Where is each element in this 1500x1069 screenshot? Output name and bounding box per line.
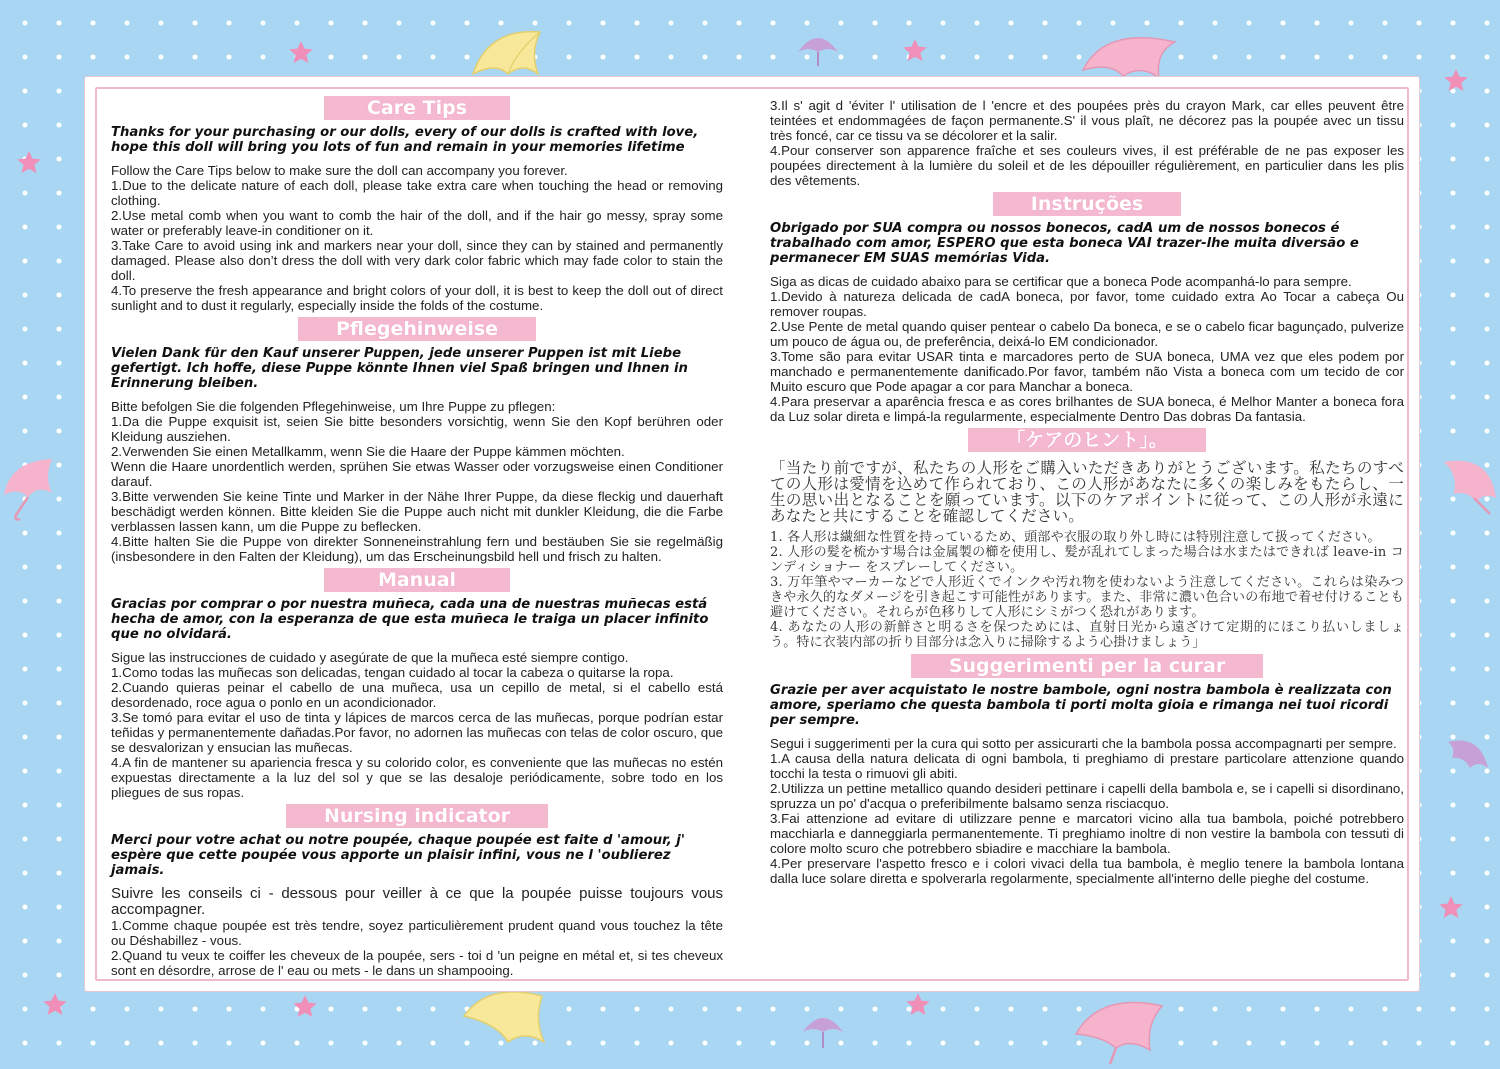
section-care-tips bbox=[111, 96, 723, 313]
star-icon bbox=[905, 992, 931, 1018]
paragraph: 1.Da die Puppe exquisit ist, seien Sie bitte besonders vorsichtig, wenn Sie den Kopf berühren oder Kleidung ausziehen. bbox=[111, 414, 723, 444]
right-column bbox=[770, 98, 1404, 886]
section-heading: Nursing indicator bbox=[286, 804, 548, 828]
umbrella-icon bbox=[1438, 452, 1500, 522]
paragraph: 4.A fin de mantener su apariencia fresca y su colorido color, es conveniente que las muñecas no estén expuestas directamente a la luz del sol y que se las desaloje periódicamente, sobre todo en los pliegues de sus ropas. bbox=[111, 755, 723, 800]
section-lead: Thanks for your purchasing or our dolls, every of our dolls is crafted with love, hope this doll will bring you lots of fun and remain in your memories lifetime bbox=[111, 125, 699, 155]
section-heading: Pflegehinweise bbox=[298, 317, 536, 341]
left-column bbox=[111, 96, 723, 978]
paragraph: 1.A causa della natura delicata di ogni bambola, ti preghiamo di prestare particolare attenzione quando tocchi la testa o rimuovi gli abiti. bbox=[770, 751, 1404, 781]
umbrella-icon bbox=[800, 1004, 846, 1054]
section-care-hints-japanese bbox=[770, 428, 1404, 650]
paragraph: Wenn die Haare unordentlich werden, sprühen Sie etwas Wasser oder vorzugsweise einen Conditioner darauf. bbox=[111, 459, 723, 489]
paragraph: Siga as dicas de cuidado abaixo para se certificar que a boneca Pode acompanhá-lo para sempre. bbox=[770, 274, 1352, 289]
paragraph: 1.Comme chaque poupée est très tendre, soyez particulièrement prudent quand vous touchez la tête ou Déshabillez - vous. bbox=[111, 918, 723, 948]
paragraph: 1.Devido à natureza delicada de cadA boneca, por favor, tome cuidado extra Ao Tocar a cabeça Ou remover roupas. bbox=[770, 289, 1404, 319]
star-icon bbox=[292, 994, 318, 1020]
paragraph: 2.Cuando quieras peinar el cabello de una muñeca, usa un cepillo de metal, si el cabello está desordenado, roce agua o ponlo en un acondicionador. bbox=[111, 680, 723, 710]
star-icon bbox=[1438, 895, 1464, 921]
section-suggerimenti bbox=[770, 654, 1404, 886]
paragraph: 4.Pour conserver son apparence fraîche et ses couleurs vives, il est préférable de ne pas exposer les poupées directement à la lumière du soleil et de les dépouiller régulièrement, en particulier dans les plis des vêtements. bbox=[770, 143, 1404, 188]
section-heading: Instruções bbox=[993, 192, 1181, 216]
paragraph: 1.Due to the delicate nature of each doll, please take extra care when touching the head or removing clothing. bbox=[111, 178, 723, 208]
paragraph: 3.Fai attenzione ad evitare di utilizzare penne e marcatori vicino alla tua bambola, poiché potrebbero macchiarla e danneggiarla permanentemente. Ti preghiamo inoltre di non vestire la bambola con tessuti di colore molto scuro che potrebbero sbiadire e macchiare la bambola. bbox=[770, 811, 1404, 856]
section-pflegehinweise bbox=[111, 317, 723, 564]
umbrella-icon bbox=[795, 24, 841, 74]
section-lead: 「当たり前ですが、私たちの人形をご購入いただきありがとうございます。私たちのすべての人形は愛情を込めて作られており、この人形があなたに多くの楽しみをもたらし、一生の思い出となることを願っています。以下のケアポイントに従って、この人形が永遠にあなたと共にすることを確認してください。 bbox=[770, 459, 1404, 525]
paragraph: 2.Verwenden Sie einen Metallkamm, wenn Sie die Haare der Puppe kämmen möchten. bbox=[111, 444, 625, 459]
section-heading: Care Tips bbox=[324, 96, 510, 120]
paragraph: 3.Tome são para evitar USAR tinta e marcadores perto de SUA boneca, UMA vez que eles podem por manchado e permanentemente danificado.Por favor, também não Vista a boneca com um tecido de cor Muito escuro que Pode apagar a cor para Manchar a boneca. bbox=[770, 349, 1404, 394]
section-nursing-indicator bbox=[111, 804, 723, 978]
section-lead: Merci pour votre achat ou notre poupée, chaque poupée est faite d 'amour, j' espère que cette poupée vous apporte un plaisir infini, vous ne l 'oublierez jamais. bbox=[111, 833, 685, 878]
paragraph: Segui i suggerimenti per la cura qui sotto per assicurarti che la bambola possa accompagnarti per sempre. bbox=[770, 736, 1397, 751]
paragraph: 3.Il s' agit d 'éviter l' utilisation de l 'encre et des poupées près du crayon Mark, car elles peuvent être teintées et endommagées de façon permanente.S' il vous plaît, ne décorez pas la poupée avec un tissu très foncé, car ce tissu va se décolorer et la salir. bbox=[770, 98, 1404, 143]
paragraph: 2.Utilizza un pettine metallico quando desideri pettinare i capelli della bambola e, se i capelli si disordinano, spruzza un po' d'acqua o preferibilmente balsamo senza risciacquo. bbox=[770, 781, 1404, 811]
paragraph: Suivre les conseils ci - dessous pour veiller à ce que la poupée puisse toujours vous accompagner. bbox=[111, 885, 723, 918]
paragraph: Sigue las instrucciones de cuidado y asegúrate de que la muñeca esté siempre contigo. bbox=[111, 650, 629, 665]
paragraph: 4.Para preservar a aparência fresca e as cores brilhantes de SUA boneca, é Melhor Manter a boneca fora da Luz solar direta e limpá-la regularmente, especialmente Dentro Das dobras Da fantasia. bbox=[770, 394, 1404, 424]
section-lead: Grazie per aver acquistato le nostre bambole, ogni nostra bambola è realizzata con amore, speriamo che questa bambola ti porti molta gioia e rimanga nei tuoi ricordi per sempre. bbox=[770, 683, 1392, 728]
paragraph: 3.Bitte verwenden Sie keine Tinte und Marker in der Nähe Ihrer Puppe, da diese fleckig und dauerhaft beschädigt werden können. Bitte kleiden Sie die Puppe auch nicht mit dunkler Kleidung, die die Farbe verblassen lassen kann, um die Puppe zu beflecken. bbox=[111, 489, 723, 534]
paragraph: 2. 人形の髪を梳かす場合は金属製の櫛を使用し、髪が乱れてしまった場合は水またはできれば leave-in コンディショナー をスプレーしてください。 bbox=[770, 545, 1404, 575]
section-lead: Vielen Dank für den Kauf unserer Puppen, jede unserer Puppen ist mit Liebe gefertigt. Ich hoffe, diese Puppe könnte Ihnen viel Spaß bringen und Ihnen in Erinnerung bleiben. bbox=[111, 346, 688, 391]
paragraph: 4.To preserve the fresh appearance and bright colors of your doll, it is best to keep the doll out of direct sunlight and to dust it regularly, especially inside the folds of the costume. bbox=[111, 283, 723, 313]
paragraph: 4.Bitte halten Sie die Puppe von direkter Sonneneinstrahlung fern und bestäuben Sie sie regelmäßig (insbesondere in den Falten der Kleidung), um das Erscheinungsbild hell und frisch zu halten. bbox=[111, 534, 723, 564]
section-instrucoes bbox=[770, 192, 1404, 424]
paragraph: Bitte befolgen Sie die folgenden Pflegehinweise, um Ihre Puppe zu pflegen: bbox=[111, 399, 556, 414]
paragraph: 3.Take Care to avoid using ink and markers near your doll, since they can by stained and permanently damaged. Please also don’t dress the doll with very dark color fabric which may fade color to stain the doll. bbox=[111, 238, 723, 283]
umbrella-icon bbox=[458, 986, 550, 1069]
paragraph: 3.Se tomó para evitar el uso de tinta y lápices de marcos cerca de las muñecas, porque podrían estar teñidas y permanentemente dañadas.Por favor, no adornen las muñecas con telas de color oscuro, que se desvalorizan y ensucian las muñecas. bbox=[111, 710, 723, 755]
star-icon bbox=[42, 992, 68, 1018]
section-lead: Gracias por comprar o por nuestra muñeca, cada una de nuestras muñecas está hecha de amor, con la esperanza de que esta muñeca le traiga un placer infinito que no olvidará. bbox=[111, 597, 709, 642]
section-heading: 「ケアのヒント」。 bbox=[968, 428, 1206, 452]
star-icon bbox=[902, 38, 928, 64]
paragraph: 1. 各人形は繊細な性質を持っているため、頭部や衣服の取り外し時には特別注意して扱ってください。 bbox=[770, 530, 1381, 545]
umbrella-icon bbox=[0, 455, 84, 525]
paragraph: 2.Use Pente de metal quando quiser pentear o cabelo Da boneca, e se o cabelo ficar bagunçado, pulverize um pouco de água ou, de preferência, deixá-lo EM condicionador. bbox=[770, 319, 1404, 349]
section-manual bbox=[111, 568, 723, 800]
paragraph: 1.Como todas las muñecas son delicadas, tengan cuidado al tocar la cabeza o quitarse la ropa. bbox=[111, 665, 674, 680]
section-heading: Manual bbox=[324, 568, 510, 592]
paragraph: 2.Quand tu veux te coiffer les cheveux de la poupée, sers - toi d 'un peigne en métal et, si tes cheveux sont en désordre, arrose de l' eau ou mets - le dans un shampooing. bbox=[111, 948, 723, 978]
paragraph: Follow the Care Tips below to make sure the doll can accompany you forever. bbox=[111, 163, 568, 178]
paragraph: 4.Per preservare l'aspetto fresco e i colori vivaci della tua bambola, è meglio tenere la bambola lontana dalla luce solare diretta e spolverarla regolarmente, specialmente all'interno delle pieghe del costume. bbox=[770, 856, 1404, 886]
umbrella-icon bbox=[1444, 728, 1494, 788]
star-icon bbox=[288, 40, 314, 66]
umbrella-icon bbox=[1070, 994, 1170, 1069]
section-lead: Obrigado por SUA compra ou nossos bonecos, cadA um de nossos bonecos é trabalhado com amor, ESPERO que esta boneca VAI trazer-lhe muita diversão e permanecer EM SUAS memórias Vida. bbox=[770, 221, 1359, 266]
paragraph: 4. あなたの人形の新鮮さと明るさを保つためには、直射日光から遠ざけて定期的にほこり払いしましょう。特に衣装内部の折り目部分は念入りに掃除するよう心掛けましょう」 bbox=[770, 620, 1404, 650]
star-icon bbox=[16, 150, 42, 176]
section-nursing-indicator-continued bbox=[770, 98, 1404, 188]
star-icon bbox=[1443, 68, 1469, 94]
section-heading: Suggerimenti per la curar bbox=[911, 654, 1263, 678]
paragraph: 2.Use metal comb when you want to comb the hair of the doll, and if the hair go messy, spray some water or preferably leave-in conditioner on it. bbox=[111, 208, 723, 238]
paragraph: 3. 万年筆やマーカーなどで人形近くでインクや汚れ物を使わないよう注意してください。これらは染みつきや永久的なダメージを引き起こす可能性があります。また、非常に濃い色合いの布地で着せ付けることも避けてください。それらが色移りして人形にシミがつく恐れがあります。 bbox=[770, 575, 1404, 620]
